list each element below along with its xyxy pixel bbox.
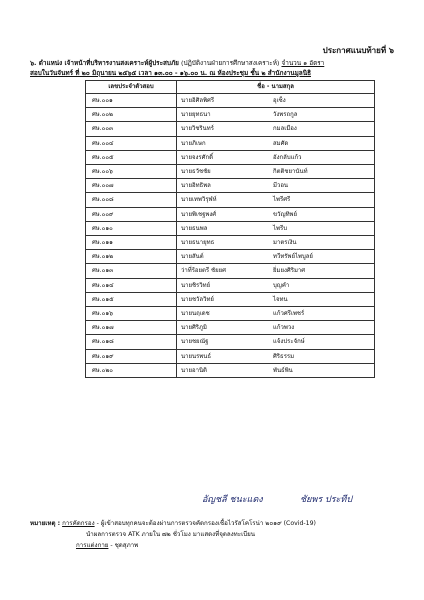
table-row [86, 292, 375, 306]
table-row [86, 179, 375, 193]
table-row [86, 165, 375, 179]
last-name-cell: อังกลับแก้ว [269, 150, 375, 164]
remark-dress-label: การแต่งกาย [76, 542, 109, 549]
candidate-table-body [86, 94, 375, 378]
first-name-cell: นายภิเษก [177, 136, 270, 150]
first-name-cell: นายสันต์ [177, 250, 270, 264]
last-name-cell: แก้วพวง [269, 321, 375, 335]
table-row [86, 193, 375, 207]
last-name-cell: ยิ่มยงศิริมาศ [269, 264, 375, 278]
exam-id-cell: ศษ.๐๑๘ [86, 335, 177, 349]
exam-id-cell: ศษ.๐๑๕ [86, 292, 177, 306]
last-name-cell: ทวีทรัพย์ไพบูลย์ [269, 250, 375, 264]
first-name-cell: นายอานิติ [177, 363, 270, 377]
last-name-cell: ไพรีบ [269, 221, 375, 235]
table-header-row [86, 81, 375, 94]
exam-id-cell: ศษ.๐๐๘ [86, 193, 177, 207]
candidate-table [85, 80, 375, 378]
first-name-cell: นายศิริภูมิ [177, 321, 270, 335]
exam-id-cell: ศษ.๐๑๙ [86, 349, 177, 363]
table-row [86, 94, 375, 108]
remark-label: หมายเหตุ : [30, 520, 61, 527]
first-name-cell: นายธนพล [177, 221, 270, 235]
exam-schedule: สอบในวันจันทร์ ที่ ๒๐ มิถุนายน ๒๕๖๕ เวลา ๑๓.๐๐ - ๑๖.๐๐ น. ณ ห้องประชุม ชั้น ๒ สำนักงานมูลนิธิ [30, 69, 311, 77]
table-row [86, 335, 375, 349]
last-name-cell: ศิริธรรม [269, 349, 375, 363]
remarks [30, 518, 410, 551]
first-name-cell: นายเทพวิรุฬห์ [177, 193, 270, 207]
table-row [86, 136, 375, 150]
first-name-cell: นายชิรวิทย์ [177, 278, 270, 292]
table-row [86, 108, 375, 122]
annex-label: ประกาศแนบท้ายที่ ๖ [322, 46, 394, 55]
column-header-exam-id: เลขประจำตัวสอบ [86, 81, 177, 94]
first-name-cell: นายอิศิลพิศรี [177, 94, 270, 108]
last-name-cell: ไจทน [269, 292, 375, 306]
exam-id-cell: ศษ.๐๐๓ [86, 122, 177, 136]
exam-id-cell: ศษ.๐๐๖ [86, 165, 177, 179]
table-row [86, 363, 375, 377]
last-name-cell: มาตรเงิน [269, 236, 375, 250]
signature-2: ชัยพร ประทีป [300, 495, 353, 505]
last-name-cell: กมลเมือง [269, 122, 375, 136]
table-row [86, 264, 375, 278]
exam-id-cell: ศษ.๐๐๔ [86, 136, 177, 150]
remark-screening-label: การคัดกรอง [62, 520, 95, 527]
first-name-cell: นายจงรศักดิ์ [177, 150, 270, 164]
exam-id-cell: ศษ.๐๑๗ [86, 321, 177, 335]
exam-id-cell: ศษ.๐๑๐ [86, 221, 177, 235]
exam-id-cell: ศษ.๐๐๒ [86, 108, 177, 122]
first-name-cell: นายนฤเดช [177, 307, 270, 321]
table-row [86, 278, 375, 292]
first-name-cell: นายวิชรินทร์ [177, 122, 270, 136]
remark-dress-text: - ชุดสุภาพ [110, 542, 139, 549]
remark-screening-text-2: นำผลการตรวจ ATK ภายใน ๗๒ ชั่วโมง มาแสดงที่จุดลงทะเบียน [86, 531, 255, 538]
table-row [86, 307, 375, 321]
first-name-cell: นายยุทธนา [177, 108, 270, 122]
last-name-cell: สมศัด [269, 136, 375, 150]
last-name-cell: บุญคำ [269, 278, 375, 292]
exam-id-cell: ศษ.๐๑๖ [86, 307, 177, 321]
position-count: จำนวน ๑ อัตรา [281, 59, 325, 67]
last-name-cell: ไพรีศรี [269, 193, 375, 207]
exam-id-cell: ศษ.๐๒๐ [86, 363, 177, 377]
first-name-cell: นายพิเชฐพงศ์ [177, 207, 270, 221]
last-name-cell: พันธ์พิน [269, 363, 375, 377]
first-name-cell: ว่าที่ร้อยตรี ชัยยศ [177, 264, 270, 278]
table-row [86, 321, 375, 335]
last-name-cell: มีวอน [269, 179, 375, 193]
first-name-cell: นายชวัลวิทย์ [177, 292, 270, 306]
last-name-cell: แจ้งประจักษ์ [269, 335, 375, 349]
exam-id-cell: ศษ.๐๑๓ [86, 264, 177, 278]
position-unit: (ปฏิบัติงานฝ่ายการศึกษาสงเคราะห์) [180, 59, 280, 67]
last-name-cell: วังพรถกูล [269, 108, 375, 122]
signature-1: อัญชลี ชนะแดง [202, 495, 263, 505]
exam-id-cell: ศษ.๐๐๕ [86, 150, 177, 164]
table-row [86, 150, 375, 164]
table-row [86, 221, 375, 235]
last-name-cell: อุเซ็ง [269, 94, 375, 108]
table-row [86, 207, 375, 221]
remark-screening-text: - ผู้เข้าสอบทุกคนจะต้องผ่านการตรวจคัดกรองเชื้อไวรัสโคโรน่า ๒๐๑๙ (Covid-19) [96, 520, 316, 527]
exam-id-cell: ศษ.๐๐๑ [86, 94, 177, 108]
exam-id-cell: ศษ.๐๑๒ [86, 250, 177, 264]
exam-id-cell: ศษ.๐๑๑ [86, 236, 177, 250]
first-name-cell: นายธนายุทธ [177, 236, 270, 250]
last-name-cell: ขวัญทิพย์ [269, 207, 375, 221]
position-title: ๖. ตำแหน่ง เจ้าหน้าที่บริหารงานสงเคราะห์ผู้ประสบภัย [30, 59, 179, 67]
last-name-cell: แก้วศรีเพชร์ [269, 307, 375, 321]
table-row [86, 250, 375, 264]
first-name-cell: นายนรพนธ์ [177, 349, 270, 363]
last-name-cell: กิตติชยานันท์ [269, 165, 375, 179]
table-row [86, 122, 375, 136]
column-header-name: ชื่อ - นามสกุล [177, 81, 375, 94]
exam-id-cell: ศษ.๐๐๙ [86, 207, 177, 221]
exam-id-cell: ศษ.๐๑๔ [86, 278, 177, 292]
first-name-cell: นายอิทธิพล [177, 179, 270, 193]
position-heading [30, 58, 400, 78]
table-row [86, 349, 375, 363]
table-row [86, 236, 375, 250]
exam-id-cell: ศษ.๐๐๗ [86, 179, 177, 193]
first-name-cell: นายธวัชชัย [177, 165, 270, 179]
first-name-cell: นายชยณัฐ [177, 335, 270, 349]
